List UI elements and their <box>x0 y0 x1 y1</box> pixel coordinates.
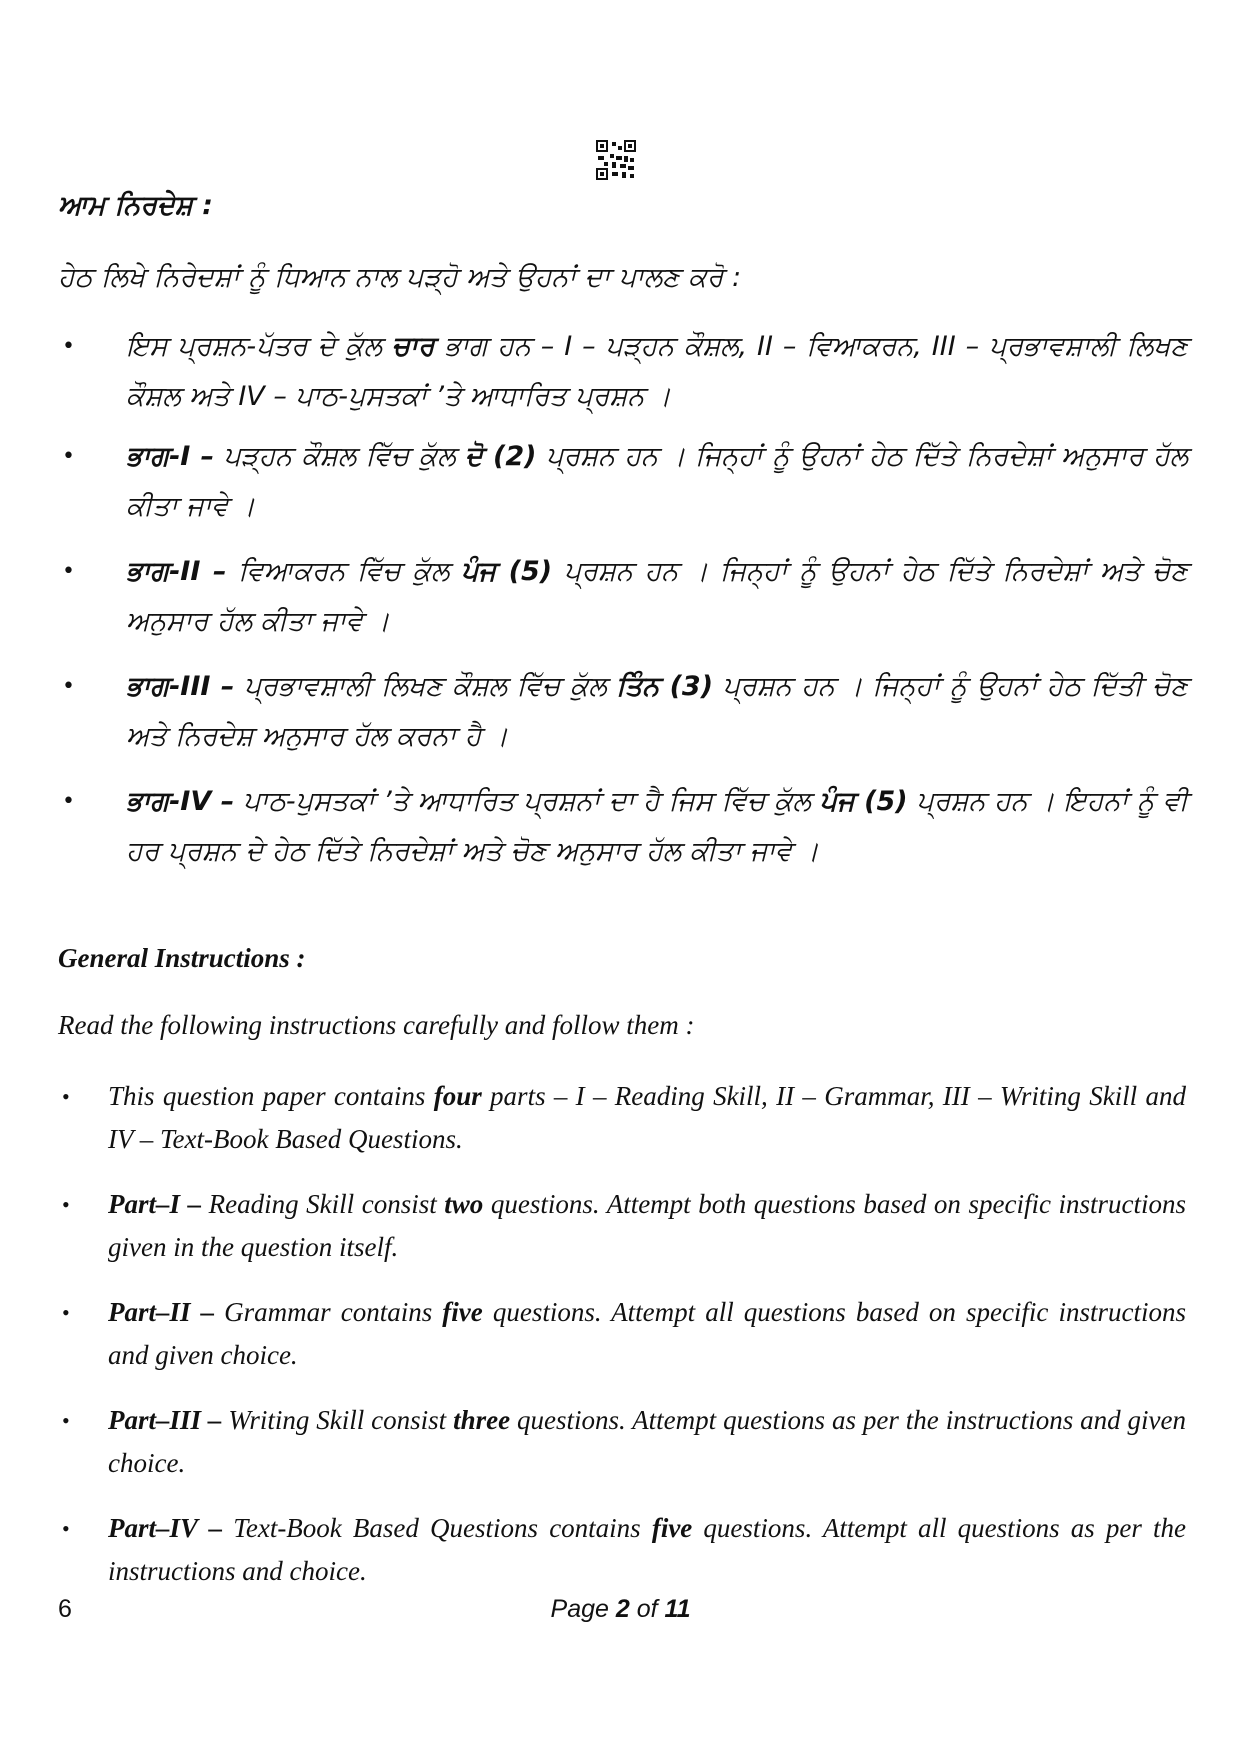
list-item <box>58 1075 1186 1161</box>
punjabi-intro: ਹੇਠ ਲਿਖੇ ਨਿਰੇਦਸ਼ਾਂ ਨੂੰ ਧਿਆਨ ਨਾਲ ਪੜ੍ਹੋ ਅਤੇ ਉਹਨਾਂ ਦਾ ਪਾਲਣ ਕਰੋ : <box>58 262 742 293</box>
item-text: Writing Skill consist <box>221 1405 454 1435</box>
english-heading: General Instructions : <box>58 943 306 973</box>
item-emphasis: ਚਾਰ <box>391 331 435 362</box>
list-item <box>58 1399 1186 1485</box>
qr-code-icon <box>596 140 636 180</box>
item-emphasis: four <box>433 1081 482 1111</box>
item-text: ਪ੍ਰਸ਼ਨ ਹਨ । ਜਿਨ੍ਹਾਂ ਨੂੰ ਉਹਨਾਂ ਹੇਠ ਦਿੱਤੇ ਨਿਰਦੇਸ਼ਾਂ ਅਤੇ ਚੋਣ ਅਨੁਸਾਰ ਹੱਲ ਕੀਤਾ ਜਾਵੇ । <box>126 556 1189 637</box>
list-item <box>58 777 1188 877</box>
item-emphasis: five <box>442 1297 483 1327</box>
item-text: questions. Attempt questions as per the instructions and given choice. <box>108 1405 1186 1478</box>
item-text: ਪ੍ਰਭਾਵਸ਼ਾਲੀ ਲਿਖਣ ਕੌਸ਼ਲ ਵਿੱਚ ਕੁੱਲ <box>234 671 617 702</box>
bullet-icon: • <box>62 1192 70 1217</box>
punjabi-instruction-list <box>58 322 1188 892</box>
bullet-icon: • <box>62 1084 70 1109</box>
list-item <box>58 432 1188 532</box>
bullet-icon: • <box>62 1408 70 1433</box>
bullet-icon: • <box>62 559 75 584</box>
item-text: This question paper contains <box>108 1081 434 1111</box>
page-mid: of <box>629 1595 665 1623</box>
list-item <box>58 547 1188 647</box>
item-text: ਭਾਗ ਹਨ – I – ਪੜ੍ਹਨ ਕੌਸ਼ਲ, II – ਵਿਆਕਰਨ, III – ਪ੍ਰਭਾਵਸ਼ਾਲੀ ਲਿਖਣ ਕੌਸ਼ਲ ਅਤੇ IV – ਪਾਠ-ਪੁਸਤਕਾਂ ’ਤੇ ਆਧਾਰਿਤ ਪ੍ਰਸ਼ਨ । <box>126 331 1188 412</box>
item-lead: Part–I – <box>108 1189 202 1219</box>
english-instruction-list <box>58 1075 1186 1615</box>
item-text: questions. Attempt both questions based on specific instructions given in the question itself. <box>108 1189 1187 1262</box>
list-item <box>58 322 1188 422</box>
list-item <box>58 1507 1186 1593</box>
bullet-icon: • <box>62 674 75 699</box>
list-item <box>58 662 1188 762</box>
bullet-icon: • <box>62 444 75 469</box>
item-text: ਪੜ੍ਹਨ ਕੌਸ਼ਲ ਵਿੱਚ ਕੁੱਲ <box>214 441 465 472</box>
item-text: ਪ੍ਰਸ਼ਨ ਹਨ । ਜਿਨ੍ਹਾਂ ਨੂੰ ਉਹਨਾਂ ਹੇਠ ਦਿੱਤੀ ਚੋਣ ਅਤੇ ਨਿਰਦੇਸ਼ ਅਨੁਸਾਰ ਹੱਲ ਕਰਨਾ ਹੈ । <box>126 671 1188 752</box>
item-text: ਪ੍ਰਸ਼ਨ ਹਨ । ਜਿਨ੍ਹਾਂ ਨੂੰ ਉਹਨਾਂ ਹੇਠ ਦਿੱਤੇ ਨਿਰਦੇਸ਼ਾਂ ਅਨੁਸਾਰ ਹੱਲ ਕੀਤਾ ਜਾਵੇ । <box>126 441 1188 522</box>
item-text: ਵਿਆਕਰਨ ਵਿੱਚ ਕੁੱਲ <box>226 556 461 587</box>
paper-code: 6 <box>58 1595 72 1623</box>
item-emphasis: five <box>651 1513 693 1543</box>
item-lead: Part–III – <box>108 1405 222 1435</box>
bullet-icon: • <box>62 1516 70 1541</box>
bullet-icon: • <box>62 789 75 814</box>
page-number <box>0 1595 1241 1624</box>
bullet-icon: • <box>62 334 75 359</box>
item-text: ਪਾਠ-ਪੁਸਤਕਾਂ ’ਤੇ ਆਧਾਰਿਤ ਪ੍ਰਸ਼ਨਾਂ ਦਾ ਹੈ ਜਿਸ ਵਿੱਚ ਕੁੱਲ <box>234 786 820 817</box>
page-prefix: Page <box>550 1595 616 1623</box>
item-lead: ਭਾਗ-II – <box>126 556 227 587</box>
list-item <box>58 1183 1186 1269</box>
item-emphasis: ਤਿੰਨ (3) <box>616 671 714 702</box>
punjabi-heading: ਆਮ ਨਿਰਦੇਸ਼ : <box>58 190 213 221</box>
page-current: 2 <box>615 1595 630 1623</box>
item-emphasis: ਪੰਜ (5) <box>460 556 553 587</box>
item-text: Text-Book Based Questions contains <box>222 1513 652 1543</box>
bullet-icon: • <box>62 1300 70 1325</box>
english-intro: Read the following instructions carefully and follow them : <box>58 1010 695 1040</box>
item-text: questions. Attempt all questions as per the instructions and choice. <box>108 1513 1187 1586</box>
item-text: Grammar contains <box>214 1297 443 1327</box>
item-text: parts – I – Reading Skill, II – Grammar, III – Writing Skill and IV – Text-Book Based Questions. <box>108 1081 1186 1154</box>
item-lead: ਭਾਗ-I – <box>126 441 215 472</box>
item-text: ਇਸ ਪ੍ਰਸ਼ਨ-ਪੱਤਰ ਦੇ ਕੁੱਲ <box>126 331 392 362</box>
item-text: Reading Skill consist <box>201 1189 445 1219</box>
item-emphasis: ਦੋ (2) <box>464 441 537 472</box>
item-emphasis: ਪੰਜ (5) <box>819 786 908 817</box>
item-lead: Part–IV – <box>108 1513 223 1543</box>
item-text: questions. Attempt all questions based on specific instructions and given choice. <box>108 1297 1186 1370</box>
list-item <box>58 1291 1186 1377</box>
item-text: ਪ੍ਰਸ਼ਨ ਹਨ । ਇਹਨਾਂ ਨੂੰ ਵੀ ਹਰ ਪ੍ਰਸ਼ਨ ਦੇ ਹੇਠ ਦਿੱਤੇ ਨਿਰਦੇਸ਼ਾਂ ਅਤੇ ਚੋਣ ਅਨੁਸਾਰ ਹੱਲ ਕੀਤਾ ਜਾਵੇ । <box>126 786 1188 867</box>
page-total: 11 <box>664 1595 691 1623</box>
item-lead: Part–II – <box>108 1297 215 1327</box>
item-emphasis: two <box>444 1189 484 1219</box>
item-lead: ਭਾਗ-IV – <box>126 786 235 817</box>
item-lead: ਭਾਗ-III – <box>126 671 235 702</box>
item-emphasis: three <box>453 1405 511 1435</box>
